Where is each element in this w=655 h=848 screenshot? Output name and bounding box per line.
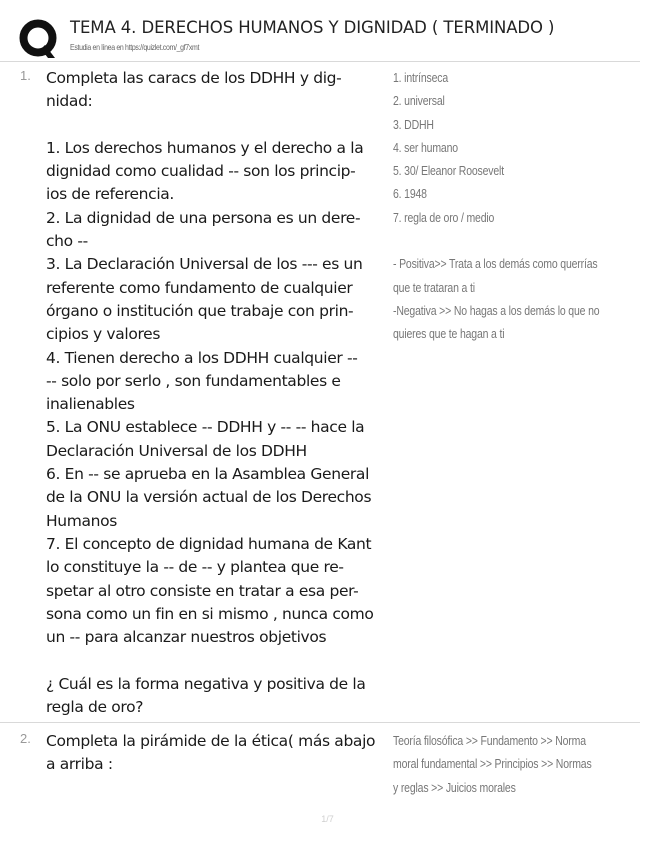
divider [0, 722, 640, 723]
answer-line: Teoría filosófica >> Fundamento >> Norma [393, 734, 586, 748]
card-question [46, 67, 391, 719]
question-line: Completa la pirámide de la ética( más abajo [46, 732, 376, 750]
question-line: 7. El concepto de dignidad humana de Kant [46, 534, 372, 553]
question-line: spetar al otro consiste en tratar a esa per- [46, 581, 359, 600]
answer-line: -Negativa >> No hagas a los demás lo que no [393, 303, 600, 318]
question-line: 4. Tienen derecho a los DDHH cualquier -- [46, 348, 358, 367]
card-answer [393, 730, 643, 800]
answer-line: 6. 1948 [393, 187, 427, 202]
answer-line: 1. intrínseca [393, 71, 449, 85]
question-line: 5. La ONU establece -- DDHH y -- -- hace la [46, 418, 365, 437]
question-line: Humanos [46, 511, 118, 530]
answer-line: 3. DDHH [393, 117, 434, 132]
question-line: Completa las caracs de los DDHH y dig- [46, 69, 342, 87]
question-line: dignidad como cualidad -- son los princip- [46, 162, 356, 181]
answer-line: 7. regla de oro / medio [393, 210, 495, 225]
card-number: 1. [20, 68, 31, 83]
answer-line: 4. ser humano [393, 140, 458, 155]
answer-line: moral fundamental >> Principios >> Normas [393, 757, 592, 772]
question-line: nidad: [46, 92, 93, 111]
card-number: 2. [20, 731, 31, 746]
question-line: sona como un fin en si mismo , nunca como [46, 604, 374, 623]
question-line: Declaración Universal de los DDHH [46, 441, 307, 460]
question-blank-line [46, 649, 391, 672]
question-line: regla de oro? [46, 698, 144, 717]
answer-line: y reglas >> Juicios morales [393, 780, 516, 795]
question-line: ¿ Cuál es la forma negativa y positiva de la [46, 674, 366, 693]
card-question [46, 730, 391, 777]
page-title: TEMA 4. DERECHOS HUMANOS Y DIGNIDAD ( TERMINADO ) [70, 18, 555, 37]
question-line: 2. La dignidad de una persona es un dere- [46, 208, 361, 227]
answer-blank-line [393, 230, 643, 253]
answer-line: 2. universal [393, 94, 445, 109]
question-line: 6. En -- se aprueba en la Asamblea General [46, 465, 370, 484]
question-line: de la ONU la versión actual de los Derechos [46, 488, 372, 507]
answer-line: 5. 30/ Eleanor Roosevelt [393, 164, 504, 179]
page-subtitle: Estudia en línea en https://quizlet.com/_gf7xmt [70, 42, 200, 52]
question-line: ios de referencia. [46, 185, 175, 204]
question-line: inalienables [46, 395, 135, 414]
question-blank-line [46, 114, 391, 137]
answer-line: que te trataran a ti [393, 280, 475, 295]
question-line: referente como fundamento de cualquier [46, 278, 353, 297]
question-line: 3. La Declaración Universal de los --- es un [46, 255, 363, 274]
question-line: cho -- [46, 232, 88, 251]
question-line: 1. Los derechos humanos y el derecho a la [46, 138, 364, 157]
quizlet-logo [18, 18, 60, 60]
question-line: órgano o institución que trabaje con prin- [46, 301, 354, 320]
question-line: cipios y valores [46, 325, 161, 344]
answer-line: quieres que te hagan a ti [393, 327, 505, 342]
question-line: lo constituye la -- de -- y plantea que re- [46, 558, 344, 577]
card-answer [393, 67, 643, 347]
question-line: -- solo por serlo , son fundamentables e [46, 371, 341, 390]
answer-line: - Positiva>> Trata a los demás como querrías [393, 257, 598, 272]
question-line: a arriba : [46, 755, 113, 774]
question-line: un -- para alcanzar nuestros objetivos [46, 628, 327, 647]
page-number: 1/7 [321, 814, 334, 824]
divider [0, 61, 640, 62]
